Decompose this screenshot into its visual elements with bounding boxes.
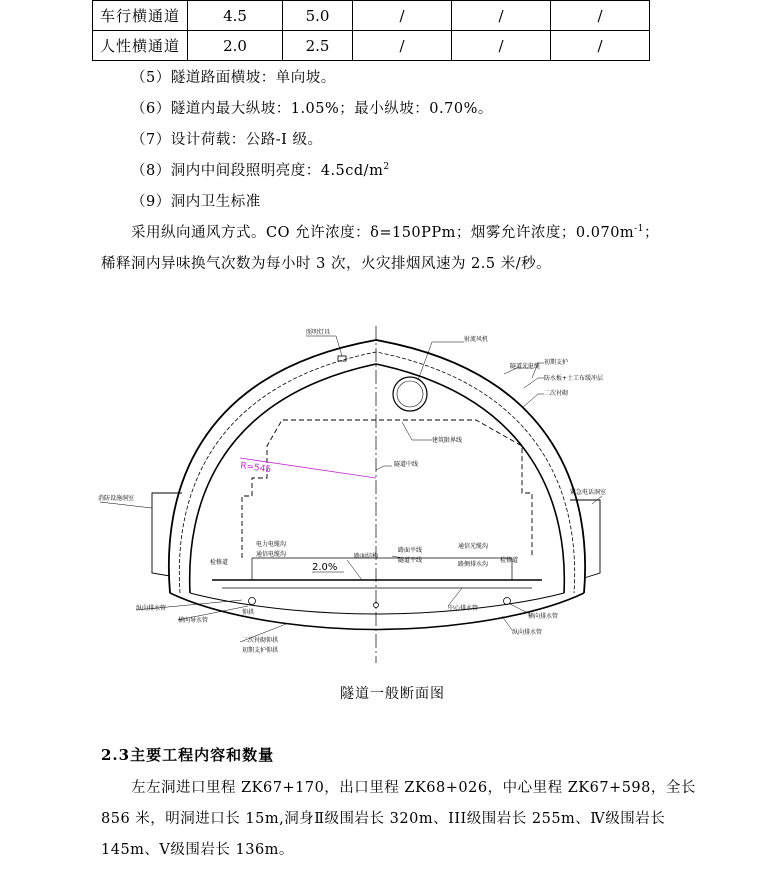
item-7: （7）设计荷载：公路-I 级。 [131,132,323,148]
table-row [93,31,650,61]
label-lining: 二次衬砌 [544,390,569,397]
label-boundary: 建筑限界线 [432,437,463,444]
label-rl2: 隧道平线 [398,557,423,564]
label-cable: 隧道光电缆 [510,363,541,370]
label-rl3: 通信光缆沟 [458,543,489,550]
table-cell: / [353,1,452,31]
label-support: 初期支护 [544,359,569,366]
table-cell: 车行横通道 [93,1,188,31]
table-cell: 4.5 [188,1,283,31]
table-cell: 5.0 [283,1,353,31]
section-heading: 2.3主要工程内容和数量 [101,746,275,764]
ventilation-line-2: 稀释洞内异味换气次数为每小时 3 次，火灾排烟风速为 2.5 米/秒。 [101,256,552,272]
ventilation-line-1 [131,221,659,242]
label-bl2: 横向导水管 [178,617,209,624]
left-cabinet [152,493,182,576]
label-rl4: 路侧排水沟 [458,561,489,568]
label-br1: 横向排水管 [528,613,559,620]
radius-label: R=545 [239,461,272,476]
right-drain-icon [504,598,511,605]
table-cell: / [551,1,650,31]
label-jet-fan: 射流风机 [464,336,489,343]
left-drain-icon [249,598,256,605]
table-cell: / [551,31,650,61]
section-paragraph-line-2: 856 米，明洞进口长 15m,洞身Ⅱ级围岩长 320m、III级围岩长 255m、Ⅳ级围岩长 [101,811,666,827]
label-bl4: 二次衬砌仰拱 [242,637,279,644]
item-8-sup: 2 [383,162,390,173]
table-row [93,1,650,31]
label-bl1: 纵向排水管 [136,605,167,612]
section-paragraph-line-3: 145m、Ⅴ级围岩长 136m。 [101,842,294,858]
label-left-cabinet: 消防设施洞室 [98,495,135,502]
label-rl5: 检修道 [500,557,519,564]
label-ll1: 电力电缆沟 [256,541,287,548]
label-lamp: 照明灯具 [306,329,331,336]
table-cell: 人性横通道 [93,31,188,61]
slope-label: 2.0% [312,562,338,573]
item-6: （6）隧道内最大纵坡：1.05%；最小纵坡：0.70%。 [131,101,493,117]
table-cell: / [452,1,551,31]
label-rl1: 路面平线 [398,547,423,554]
tunnel-cross-section-figure [92,318,612,663]
figure-caption: 隧道一般断面图 [340,686,445,702]
section-paragraph-line-1: 左左洞进口里程 ZK67+170，出口里程 ZK68+026，中心里程 ZK67+598，全长 [131,780,696,796]
table-cell: 2.0 [188,31,283,61]
label-road: 路面结构 [354,553,379,560]
clearance-boundary [239,420,532,558]
label-ll2: 通信电缆沟 [256,551,287,558]
item-8 [131,159,390,180]
lamp-icon [338,356,346,361]
label-br2: 纵向排水管 [512,629,543,636]
ventilation-text-a: 采用纵向通风方式。CO 允许浓度：δ=150PPm；烟雾允许浓度；0.070m [131,225,635,241]
label-waterproof: 防水板+土工布缓冲层 [544,375,604,382]
label-bc: 中心排水管 [448,605,479,612]
label-ll3: 检修道 [210,559,229,566]
jet-fan-icon [393,377,427,411]
ventilation-text-b: ； [643,225,659,241]
table-cell: 2.5 [283,31,353,61]
spec-table [92,0,650,61]
label-bl5: 初期支护仰拱 [242,647,279,654]
ventilation-sup: -1 [634,224,644,235]
invert-outer [170,593,584,630]
label-centerline: 隧道中线 [394,461,419,468]
label-bl3: 仰拱 [242,609,255,616]
table-cell: / [353,31,452,61]
item-9: （9）洞内卫生标准 [131,194,261,210]
item-8-text: （8）洞内中间段照明亮度：4.5cd/m [131,163,384,179]
label-right-cabinet: 紧急电话洞室 [570,489,607,496]
item-5: （5）隧道路面横坡：单向坡。 [131,70,336,86]
table-cell: / [452,31,551,61]
